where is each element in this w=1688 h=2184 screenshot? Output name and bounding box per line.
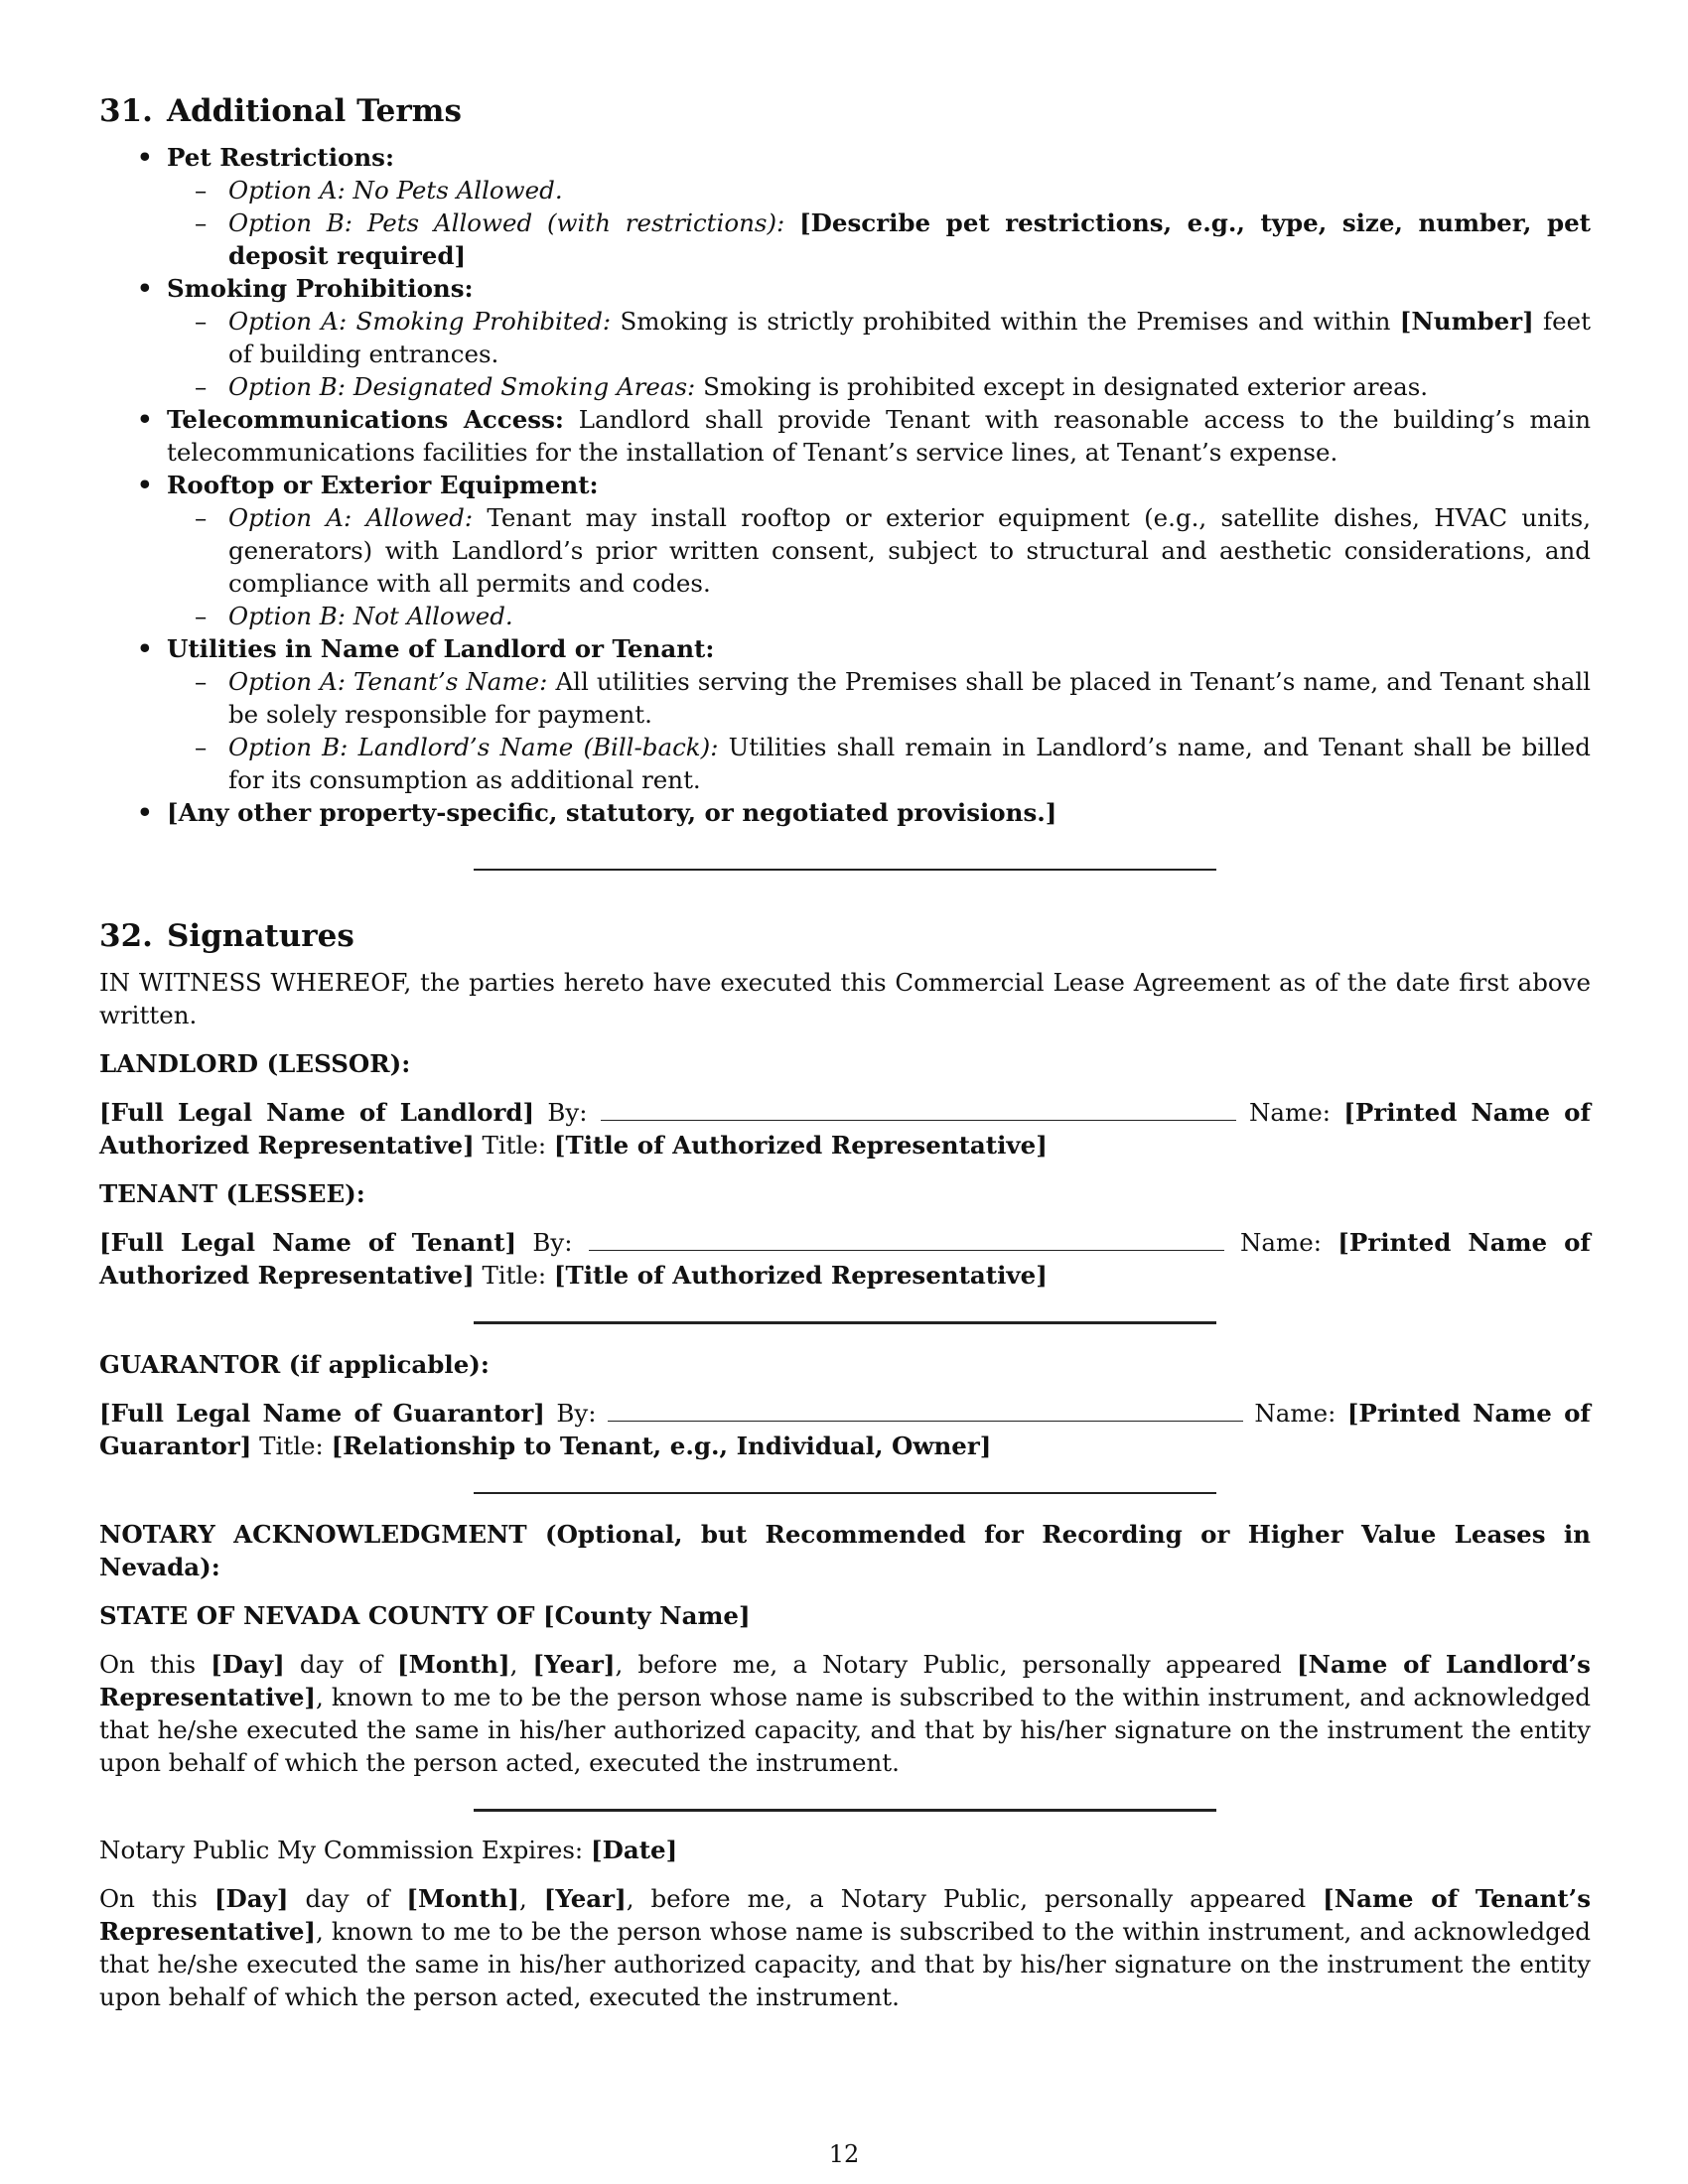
smoking-label: Smoking Prohibitions:	[167, 274, 474, 303]
utilities-option-b-text: Utilities shall remain in Landlord’s name, and Tenant shall be billed for its consumption as additional rent.	[228, 733, 1591, 794]
page-number: 12	[828, 2140, 860, 2168]
rooftop-option-b-text: Option B: Not Allowed.	[228, 602, 513, 630]
month-placeholder: [Month]	[397, 1650, 510, 1679]
smoking-option-a-text-2: feet of building entrances.	[228, 307, 1591, 368]
smoking-option-b-text: Smoking is prohibited except in designated exterior areas.	[703, 372, 1429, 401]
commission-label: Notary Public My Commission Expires:	[99, 1836, 584, 1864]
tenant-signature-block	[99, 1226, 1591, 1292]
year-placeholder: [Year]	[532, 1650, 616, 1679]
smoking-option-b	[167, 370, 1591, 403]
pet-option-a-text: Option A: No Pets Allowed.	[228, 176, 563, 205]
rooftop-label: Rooftop or Exterior Equipment:	[167, 471, 599, 499]
list-item-pet	[99, 141, 1591, 272]
tenant-representative-placeholder: [Name of Tenant’s Representative]	[99, 1884, 1591, 1946]
landlord-heading-text: LANDLORD (LESSOR):	[99, 1049, 411, 1078]
by-label: By:	[556, 1399, 597, 1428]
name-label: Name:	[1239, 1228, 1323, 1257]
rooftop-option-b	[167, 600, 1591, 632]
number-placeholder: [Number]	[1399, 307, 1534, 336]
pet-option-b	[167, 206, 1591, 272]
guarantor-signature-line[interactable]	[608, 1399, 1243, 1422]
landlord-printed-name-placeholder: [Printed Name of Authorized Representative]	[99, 1098, 1592, 1160]
guarantor-title-placeholder: [Relationship to Tenant, e.g., Individual, Owner]	[331, 1432, 992, 1460]
section-title: Signatures	[166, 918, 354, 954]
utilities-label: Utilities in Name of Landlord or Tenant:	[167, 634, 715, 663]
utilities-option-b	[167, 731, 1591, 796]
guarantor-name-placeholder: [Full Legal Name of Guarantor]	[99, 1399, 545, 1428]
notary-text: , before me, a Notary Public, personally appeared	[615, 1650, 1282, 1679]
utilities-option-a	[167, 665, 1591, 731]
additional-terms-list	[99, 141, 1591, 829]
day-placeholder: [Day]	[213, 1884, 289, 1913]
rooftop-option-a-text: Tenant may install rooftop or exterior equipment (e.g., satellite dishes, HVAC units, generators) with Landlord’s prior written consent, subject to structural and aesthetic considerations, and compliance with all permits and codes.	[228, 503, 1592, 598]
notary-paragraph-tenant	[99, 1882, 1591, 2013]
rooftop-option-a-label: Option A: Allowed:	[228, 503, 474, 532]
smoking-option-a	[167, 305, 1591, 370]
notary-paragraph-landlord	[99, 1648, 1591, 1779]
list-item-rooftop	[99, 469, 1591, 632]
name-label: Name:	[1254, 1399, 1336, 1428]
list-item-other	[99, 796, 1591, 829]
notary-text: , before me, a Notary Public, personally appeared	[626, 1884, 1307, 1913]
year-placeholder: [Year]	[543, 1884, 627, 1913]
notary-text: On this	[99, 1884, 198, 1913]
other-provisions-text: [Any other property-specific, statutory, or negotiated provisions.]	[167, 798, 1057, 827]
guarantor-heading	[99, 1348, 1591, 1381]
day-placeholder: [Day]	[211, 1650, 285, 1679]
utilities-option-a-label: Option A: Tenant’s Name:	[228, 667, 548, 696]
telecom-text: Landlord shall provide Tenant with reasonable access to the building’s main telecommunications facilities for the installation of Tenant’s service lines, at Tenant’s expense.	[167, 405, 1591, 467]
landlord-representative-placeholder: [Name of Landlord’s Representative]	[99, 1650, 1591, 1711]
commission-date-placeholder: [Date]	[590, 1836, 678, 1864]
utilities-option-a-text: All utilities serving the Premises shall be placed in Tenant’s name, and Tenant shall be solely responsible for payment.	[228, 667, 1591, 729]
commission-line	[99, 1834, 1591, 1866]
section-32-heading	[99, 916, 1591, 956]
rooftop-option-a	[167, 501, 1591, 600]
guarantor-signature-block	[99, 1397, 1591, 1462]
utilities-options	[167, 665, 1591, 796]
landlord-heading	[99, 1047, 1591, 1080]
list-item-smoking	[99, 272, 1591, 403]
landlord-signature-line[interactable]	[601, 1098, 1236, 1121]
smoking-option-b-label: Option B: Designated Smoking Areas:	[228, 372, 696, 401]
title-label: Title:	[259, 1432, 324, 1460]
list-item-telecom	[99, 403, 1591, 469]
notary-text: , known to me to be the person whose name is subscribed to the within instrument, and acknowledged that he/she executed the same in his/her authorized capacity, and that by his/her signature on the instrument the entity upon behalf of which the person acted, executed the instrument.	[99, 1917, 1591, 2011]
section-title: Additional Terms	[166, 93, 462, 129]
notary-text: On this	[99, 1650, 197, 1679]
tenant-title-placeholder: [Title of Authorized Representative]	[553, 1261, 1048, 1290]
pet-label: Pet Restrictions:	[167, 143, 395, 172]
utilities-option-b-label: Option B: Landlord’s Name (Bill-back):	[228, 733, 719, 761]
notary-text: day of	[305, 1884, 390, 1913]
witness-paragraph: IN WITNESS WHEREOF, the parties hereto have executed this Commercial Lease Agreement as of the date first above written.	[99, 968, 1591, 1029]
state-county-line	[99, 1599, 1591, 1632]
smoking-options	[167, 305, 1591, 403]
tenant-printed-name-placeholder: [Printed Name of Authorized Representative]	[99, 1228, 1591, 1290]
notary-heading	[99, 1518, 1591, 1583]
state-county-text: STATE OF NEVADA COUNTY OF [County Name]	[99, 1601, 751, 1630]
tenant-heading	[99, 1177, 1591, 1210]
notary-text: ,	[509, 1650, 518, 1679]
notary-text: , known to me to be the person whose name is subscribed to the within instrument, and acknowledged that he/she executed the same in his/her authorized capacity, and that by his/her signature on the instrument the entity upon behalf of which the person acted, executed the instrument.	[99, 1683, 1591, 1777]
pet-options	[167, 174, 1591, 272]
rooftop-options	[167, 501, 1591, 632]
title-label: Title:	[482, 1261, 547, 1290]
landlord-title-placeholder: [Title of Authorized Representative]	[553, 1131, 1048, 1160]
pet-option-a	[167, 174, 1591, 206]
notary-text: ,	[518, 1884, 527, 1913]
tenant-signature-line[interactable]	[589, 1228, 1224, 1251]
guarantor-heading-text: GUARANTOR (if applicable):	[99, 1350, 490, 1379]
tenant-name-placeholder: [Full Legal Name of Tenant]	[99, 1228, 517, 1257]
by-label: By:	[532, 1228, 573, 1257]
section-31-heading	[99, 91, 1591, 131]
title-label: Title:	[482, 1131, 547, 1160]
landlord-name-placeholder: [Full Legal Name of Landlord]	[99, 1098, 535, 1127]
smoking-option-a-text: Smoking is strictly prohibited within the Premises and within	[620, 307, 1391, 336]
notary-heading-text: NOTARY ACKNOWLEDGMENT (Optional, but Recommended for Recording or Higher Value Leases in Nevada):	[99, 1520, 1591, 1581]
list-item-utilities	[99, 632, 1591, 796]
section-number: 32.	[99, 918, 153, 954]
name-label: Name:	[1248, 1098, 1332, 1127]
notary-text: day of	[299, 1650, 382, 1679]
telecom-label: Telecommunications Access:	[167, 405, 564, 434]
by-label: By:	[547, 1098, 588, 1127]
guarantor-printed-name-placeholder: [Printed Name of Guarantor]	[99, 1399, 1591, 1460]
month-placeholder: [Month]	[406, 1884, 519, 1913]
pet-option-b-text: [Describe pet restrictions, e.g., type, size, number, pet deposit required]	[228, 208, 1591, 270]
tenant-heading-text: TENANT (LESSEE):	[99, 1179, 365, 1208]
pet-option-b-label: Option B: Pets Allowed (with restrictions):	[228, 208, 785, 237]
landlord-signature-block	[99, 1096, 1591, 1161]
section-number: 31.	[99, 93, 153, 129]
smoking-option-a-label: Option A: Smoking Prohibited:	[228, 307, 612, 336]
document-page	[99, 91, 1591, 2013]
